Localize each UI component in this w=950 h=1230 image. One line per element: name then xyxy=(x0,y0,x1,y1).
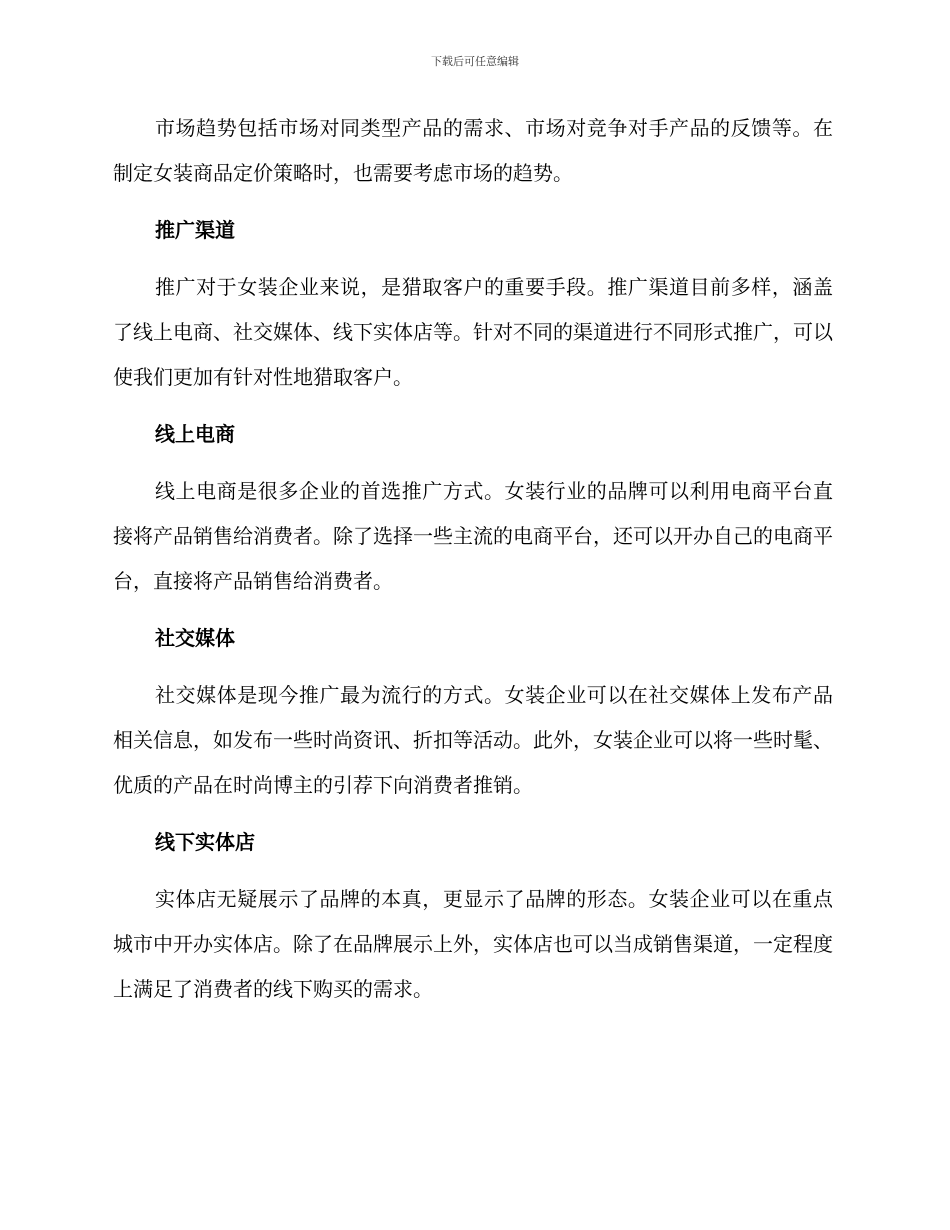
heading-social-media: 社交媒体 xyxy=(155,626,235,650)
paragraph-promotion-channels: 推广对于女装企业来说，是猎取客户的重要手段。推广渠道目前多样，涵盖了线上电商、社交媒体、线下实体店等。针对不同的渠道进行不同形式推广，可以使我们更加有针对性地猎取客户。 xyxy=(113,275,833,389)
paragraph-social-media: 社交媒体是现今推广最为流行的方式。女装企业可以在社交媒体上发布产品相关信息，如发布一些时尚资讯、折扣等活动。此外，女装企业可以将一些时髦、优质的产品在时尚博主的引荐下向消费者推销。 xyxy=(113,683,833,797)
heading-online-ecommerce: 线上电商 xyxy=(155,422,235,446)
paragraph-online-ecommerce: 线上电商是很多企业的首选推广方式。女装行业的品牌可以利用电商平台直接将产品销售给消费者。除了选择一些主流的电商平台，还可以开办自己的电商平台，直接将产品销售给消费者。 xyxy=(113,479,833,593)
paragraph-offline-stores: 实体店无疑展示了品牌的本真，更显示了品牌的形态。女装企业可以在重点城市中开办实体店。除了在品牌展示上外，实体店也可以当成销售渠道，一定程度上满足了消费者的线下购买的需求。 xyxy=(113,887,833,1001)
document-body xyxy=(113,106,833,1012)
page-header-note: 下载后可任意编辑 xyxy=(431,55,519,68)
heading-offline-stores: 线下实体店 xyxy=(155,830,255,854)
heading-promotion-channels: 推广渠道 xyxy=(155,218,235,242)
paragraph-market-trend: 市场趋势包括市场对同类型产品的需求、市场对竞争对手产品的反馈等。在制定女装商品定价策略时，也需要考虑市场的趋势。 xyxy=(113,116,833,185)
